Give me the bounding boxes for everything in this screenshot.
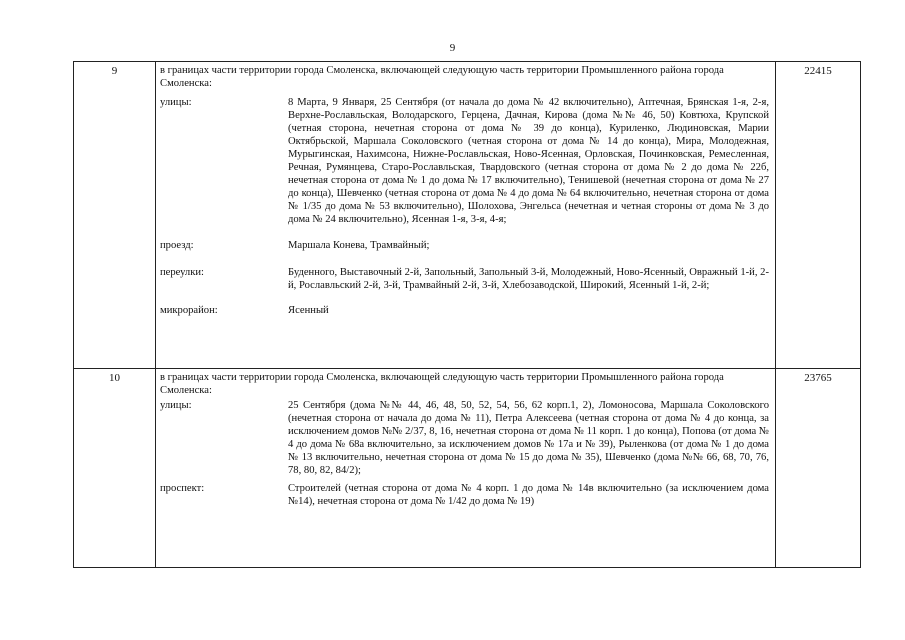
entry-passage — [160, 239, 771, 252]
entry-value: 8 Марта, 9 Января, 25 Сентября (от начала до дома № 42 включительно), Аптечная, Брянская 1-я, 2-я, Верхне-Рославльская, Володарского, Герцена, Дачная, Кирова (дома №№ 46, 50) Ковтюха, Крупской (четная сторона, нечетная сторона от дома № 39 до конца), Куриленко, Людиновская, Марии Октябрьской, Маршала Соколовского (четная сторона от дома № 14 до конца), Мира, Молодежная, Мурыгинская, Нахимсона, Нижне-Рославльская, Ново-Ясенная, Орловская, Починковская, Ремесленная, Речная, Румянцева, Старо-Рославльская, Твардовского (четная сторона от дома № 2 до дома № 22б, нечетная сторона от дома № 1 до дома № 17 включительно), Тенишевой (нечетная сторона от дома № 27 до конца), Шевченко (четная сторона от дома № 4 до дома № 64 включительно, нечетная сторона от дома № 1/35 до дома № 53 включительно), Шолохова, Энгельса (нечетная и четная стороны от дома № 3 до дома № 24 включительно), Ясенная 1-я, 3-я, 4-я; — [288, 97, 769, 226]
entry-value: Буденного, Выставочный 2-й, Запольный, Запольный 3-й, Молодежный, Ново-Ясенный, Овражный 1-й, 2-й, Рославльский 2-й, 3-й, Трамвайный 2-й, 3-й, Хлебозаводской, Широкий, Ясенный 1-й, 2-й; — [288, 267, 769, 292]
entry-label: проезд: — [160, 240, 194, 252]
entry-microdistrict — [160, 304, 771, 317]
territory-heading: в границах части территории города Смоленска, включающей следующую часть территории Промышленного района города Смоленска: — [160, 65, 724, 89]
entry-label: улицы: — [160, 400, 192, 412]
entry-streets — [160, 96, 771, 226]
table-row — [74, 369, 861, 568]
territory-heading: в границах части территории города Смоленска, включающей следующую часть территории Промышленного района города Смоленска: — [160, 372, 724, 396]
entry-label: переулки: — [160, 267, 204, 279]
entry-avenue — [160, 482, 771, 508]
entry-value: Маршала Конева, Трамвайный; — [288, 240, 430, 252]
district-table — [73, 61, 861, 568]
row-description — [156, 369, 776, 568]
row-number: 9 — [74, 62, 156, 369]
entry-value: 25 Сентября (дома №№ 44, 46, 48, 50, 52, 54, 56, 62 корп.1, 2), Ломоносова, Маршала Соколовского (нечетная сторона от начала до дома № 11), Петра Алексеева (четная сторона от дома № 4 до конца, за исключением домов №№ 2/37, 8, 16, нечетная сторона от дома № 11 корп. 1 до конца), Попова (от дома № 4 до дома № 68а включительно, за исключением домов № 17а и № 39), Рыленкова (от дома № 1 до дома № 13 включительно, нечетная сторона от дома № 15 до дома № 35), Шевченко (дома №№ 66, 68, 70, 76, 78, 80, 82, 84/2); — [288, 400, 769, 477]
entry-value: Строителей (четная сторона от дома № 4 корп. 1 до дома № 14в включительно (за исключением дома №14), нечетная сторона от дома № 1/42 до дома № 19) — [288, 483, 769, 508]
page-number: 9 — [449, 42, 456, 54]
table-row — [74, 62, 861, 369]
population-count: 23765 — [776, 369, 861, 568]
entry-value: Ясенный — [288, 305, 329, 317]
row-description — [156, 62, 776, 369]
entry-streets — [160, 399, 771, 477]
population-count: 22415 — [776, 62, 861, 369]
entry-lanes — [160, 266, 771, 292]
entry-label: микрорайон: — [160, 305, 218, 317]
row-number: 10 — [74, 369, 156, 568]
entry-label: проспект: — [160, 483, 205, 495]
entry-label: улицы: — [160, 97, 192, 109]
